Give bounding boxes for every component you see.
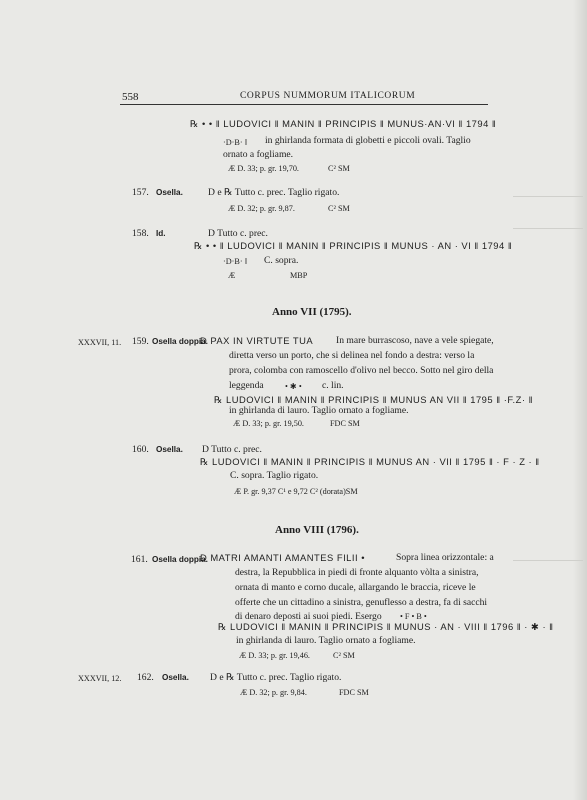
year-heading: Anno VIII (1796).	[275, 524, 359, 536]
entry-description: D e ℞ Tutto c. prec. Taglio rigato.	[210, 672, 342, 683]
entry-type: Osella.	[162, 673, 189, 682]
obverse-description: prora, colomba con ramoscello d'olivo nel becco. Sotto nel giro della	[229, 365, 494, 376]
obverse-description: di denaro deposti ai suoi piedi. Esergo	[235, 611, 382, 622]
reverse-description: C. sopra.	[264, 255, 299, 266]
entry-number: 161.	[131, 554, 148, 565]
specs: Æ	[228, 271, 236, 280]
reverse-description: in ghirlanda di lauro. Taglio ornato a fogliame.	[236, 635, 416, 646]
reverse-description: C. sopra. Taglio rigato.	[230, 470, 319, 481]
obverse-legend: D PAX IN VIRTUTE TUA	[200, 335, 314, 346]
reverse-description: in ghirlanda di lauro. Taglio ornato a fogliame.	[229, 405, 409, 416]
page-number: 558	[122, 91, 139, 103]
specs: Æ D. 32; p. gr. 9,84.	[240, 688, 307, 697]
collection: C² SM	[328, 204, 350, 213]
obverse-description: In mare burrascoso, nave a vele spiegate,	[336, 335, 494, 346]
entry-number: 157.	[132, 187, 149, 198]
collection: MBP	[290, 271, 308, 280]
reverse-legend: ℞ LUDOVICI ‖ MANIN ‖ PRINCIPIS ‖ MUNUS · AN · VIII ‖ 1796 ‖ · ✱ · ‖	[218, 621, 554, 632]
collection: C² SM	[328, 164, 350, 173]
reverse-description: ornato a fogliame.	[223, 149, 294, 160]
entry-type: Osella doppia.	[152, 337, 208, 346]
entry-number: 159.	[132, 336, 149, 347]
entry-type: Osella.	[156, 445, 183, 454]
header-rule	[120, 104, 488, 105]
obverse-symbols: • ✱ •	[285, 382, 302, 391]
entry-type: Osella doppia.	[152, 555, 208, 564]
collection: C² SM	[333, 651, 355, 660]
collection: FDC SM	[339, 688, 369, 697]
reverse-legend: ℞ LUDOVICI ‖ MANIN ‖ PRINCIPIS ‖ MUNUS AN · VII ‖ 1795 ‖ · F · Z · ‖	[200, 456, 540, 467]
obverse-description: c. lin.	[322, 380, 344, 391]
entry-type: Id.	[156, 229, 166, 238]
entry-number: 162.	[137, 672, 154, 683]
year-heading: Anno VII (1795).	[272, 306, 352, 318]
obverse-legend: D MATRI AMANTI AMANTES FILII •	[200, 552, 365, 563]
reverse-legend-cont: ·D·B· ‖	[223, 138, 247, 147]
obverse-description: D Tutto c. prec.	[208, 228, 268, 239]
reverse-legend: ℞ • • ‖ LUDOVICI ‖ MANIN ‖ PRINCIPIS ‖ MUNUS · AN · VI ‖ 1794 ‖	[194, 240, 513, 251]
obverse-description: diretta verso un porto, che si delinea nel fondo a destra: verso la	[229, 350, 475, 361]
bleed-through-line	[513, 560, 583, 561]
specs: Æ P. gr. 9,37 C¹ e 9,72 C² (dorata)SM	[234, 487, 358, 496]
reverse-legend: ℞ • • ‖ LUDOVICI ‖ MANIN ‖ PRINCIPIS ‖ MUNUS·AN·VI ‖ 1794 ‖	[190, 118, 497, 129]
specs: Æ D. 33; p. gr. 19,70.	[228, 164, 299, 173]
entry-description: D e ℞ Tutto c. prec. Taglio rigato.	[208, 187, 340, 198]
obverse-description: destra, la Repubblica in piedi di fronte alquanto vòlta a sinistra,	[235, 567, 479, 578]
bleed-through-line	[513, 196, 583, 197]
exergue-symbols: • F • B •	[400, 612, 427, 621]
collection: FDC SM	[330, 419, 360, 428]
obverse-description: leggenda	[229, 380, 264, 391]
plate-reference: XXXVII, 11.	[78, 338, 122, 347]
running-title: CORPUS NUMMORUM ITALICORUM	[240, 91, 416, 101]
obverse-description: Sopra linea orizzontale: a	[396, 552, 494, 563]
plate-reference: XXXVII, 12.	[78, 674, 122, 683]
entry-type: Osella.	[156, 188, 183, 197]
obverse-description: ornata di manto e corno ducale, allargando le braccia, riceve le	[235, 582, 476, 593]
entry-number: 160.	[132, 444, 149, 455]
bleed-through-line	[513, 228, 583, 229]
obverse-description: offerte che un cittadino a sinistra, genuflesso a destra, fa di sacchi	[235, 597, 488, 608]
reverse-legend: ℞ LUDOVICI ‖ MANIN ‖ PRINCIPIS ‖ MUNUS AN VII ‖ 1795 ‖ ·F.Z· ‖	[214, 394, 533, 405]
page-edge	[573, 0, 587, 800]
specs: Æ D. 33; p. gr. 19,50.	[233, 419, 304, 428]
obverse-description: D Tutto c. prec.	[202, 444, 262, 455]
entry-number: 158.	[132, 228, 149, 239]
reverse-description: in ghirlanda formata di globetti e piccoli ovali. Taglio	[265, 135, 471, 146]
reverse-legend-cont: ·D·B· ‖	[223, 257, 247, 266]
specs: Æ D. 32; p. gr. 9,87.	[228, 204, 295, 213]
specs: Æ D. 33; p. gr. 19,46.	[239, 651, 310, 660]
